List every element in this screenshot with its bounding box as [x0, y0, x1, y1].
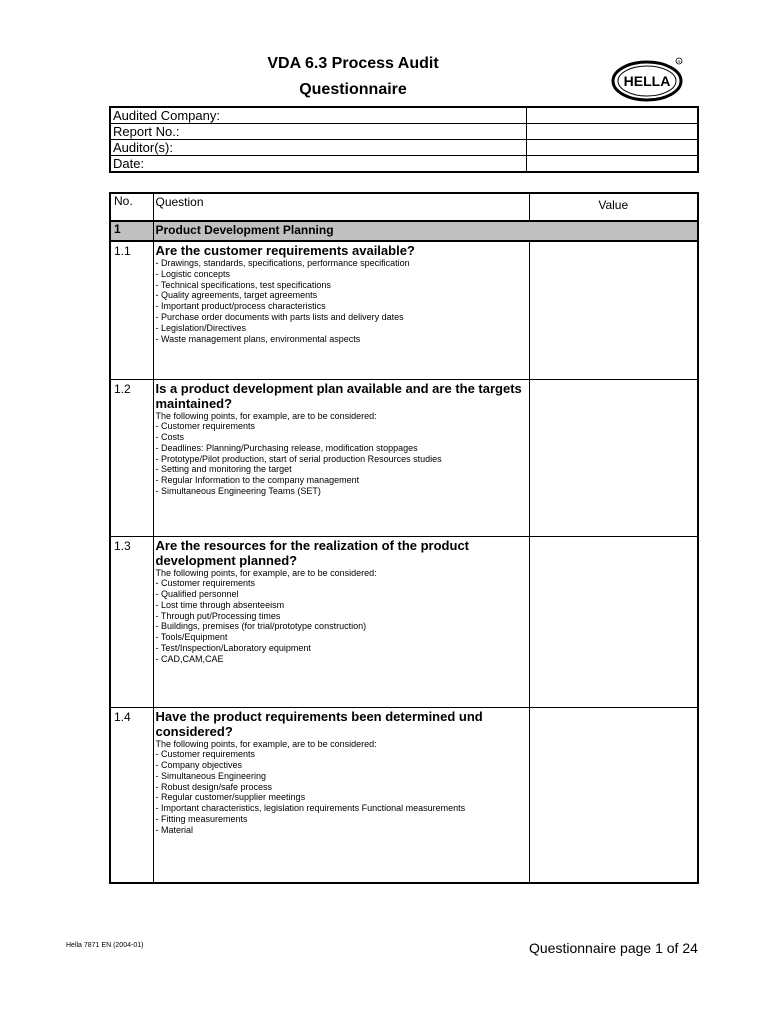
list-item: - Test/Inspection/Laboratory equipment [155, 643, 311, 654]
list-item: - Important characteristics, legislation requirements Functional measurements [155, 803, 466, 814]
list-item: - Legislation/Directives [155, 322, 247, 333]
date-value[interactable] [527, 156, 699, 173]
list-item: - Company objectives [155, 760, 243, 771]
list-item: - Logistic concepts [155, 268, 231, 279]
logo-text: HELLA [623, 73, 671, 89]
list-item: - Robust design/safe process [155, 781, 273, 792]
list-item: - Tools/Equipment [155, 632, 228, 643]
list-item: - Important product/process characteristics [155, 301, 326, 312]
question-number: 1.4 [110, 707, 153, 883]
report-no-value[interactable] [527, 124, 699, 140]
date-label: Date: [110, 156, 527, 173]
page-number: Questionnaire page 1 of 24 [529, 940, 698, 956]
question-row [110, 536, 698, 707]
question-intro: The following points, for example, are to be considered: [155, 410, 377, 421]
form-code: Hella 7871 EN (2004-01) [66, 942, 144, 949]
table-header-row [110, 193, 698, 221]
section-row [110, 221, 698, 241]
question-number: 1.3 [110, 536, 153, 707]
question-intro: The following points, for example, are to be considered: [155, 738, 377, 749]
list-item: - Qualified personnel [155, 589, 239, 600]
section-number: 1 [110, 221, 153, 241]
list-item: - Drawings, standards, specifications, performance specification [155, 258, 410, 268]
list-item: - Technical specifications, test specifications [155, 279, 331, 290]
auditors-row [110, 140, 698, 156]
section-title: Product Development Planning [153, 221, 698, 241]
date-row [110, 156, 698, 173]
list-item: - Simultaneous Engineering [155, 770, 267, 781]
question-value-cell[interactable] [529, 536, 698, 707]
col-header-question: Question [153, 193, 529, 221]
list-item: - Purchase order documents with parts lists and delivery dates [155, 311, 404, 322]
list-item: - Deadlines: Planning/Purchasing release, modification stoppages [155, 442, 418, 453]
question-number: 1.1 [110, 241, 153, 379]
list-item: - Customer requirements [155, 578, 256, 589]
list-item: - Quality agreements, target agreements [155, 290, 318, 301]
question-title: Are the resources for the realization of the product development planned? [155, 537, 469, 568]
list-item: - Customer requirements [155, 421, 256, 432]
list-item: - Costs [155, 432, 185, 443]
list-item: - Prototype/Pilot production, start of serial production Resources studies [155, 453, 442, 464]
auditors-label: Auditor(s): [110, 140, 527, 156]
report-no-row [110, 124, 698, 140]
document-subtitle: Questionnaire [299, 81, 407, 98]
question-value-cell[interactable] [529, 241, 698, 379]
question-title: Have the product requirements been determined und considered? [155, 708, 483, 739]
list-item: - Regular customer/supplier meetings [155, 792, 306, 803]
question-row [110, 379, 698, 536]
list-item: - Lost time through absenteeism [155, 599, 285, 610]
question-row [110, 241, 698, 379]
list-item: - Customer requirements [155, 749, 256, 760]
report-no-label: Report No.: [110, 124, 527, 140]
question-intro: The following points, for example, are to be considered: [155, 567, 377, 578]
audited-company-row [110, 107, 698, 124]
list-item: - Regular Information to the company management [155, 475, 360, 486]
list-item: - Through put/Processing times [155, 610, 281, 621]
question-title: Are the customer requirements available? [155, 243, 415, 258]
question-title: Is a product development plan available and are the targets maintained? [155, 380, 522, 411]
question-value-cell[interactable] [529, 379, 698, 536]
list-item: - Fitting measurements [155, 814, 248, 825]
hella-logo [610, 56, 684, 102]
question-bullets [156, 749, 527, 835]
question-bullets [156, 578, 527, 664]
svg-text:R: R [677, 59, 681, 64]
list-item: - Buildings, premises (for trial/prototype construction) [155, 621, 367, 632]
auditors-value[interactable] [527, 140, 699, 156]
question-row [110, 707, 698, 883]
questionnaire-table [109, 192, 699, 884]
col-header-no: No. [110, 193, 153, 221]
list-item: - Waste management plans, environmental aspects [155, 333, 361, 344]
question-value-cell[interactable] [529, 707, 698, 883]
question-bullets [156, 421, 527, 497]
question-bullets [156, 258, 527, 344]
audited-company-value[interactable] [527, 107, 699, 124]
audit-header-table [109, 106, 699, 173]
col-header-value: Value [529, 193, 698, 221]
list-item: - Simultaneous Engineering Teams (SET) [155, 486, 321, 497]
audited-company-label: Audited Company: [110, 107, 527, 124]
document-title: VDA 6.3 Process Audit [267, 55, 439, 72]
list-item: - Setting and monitoring the target [155, 464, 292, 475]
list-item: - Material [155, 824, 194, 835]
question-number: 1.2 [110, 379, 153, 536]
list-item: - CAD,CAM,CAE [155, 653, 224, 664]
